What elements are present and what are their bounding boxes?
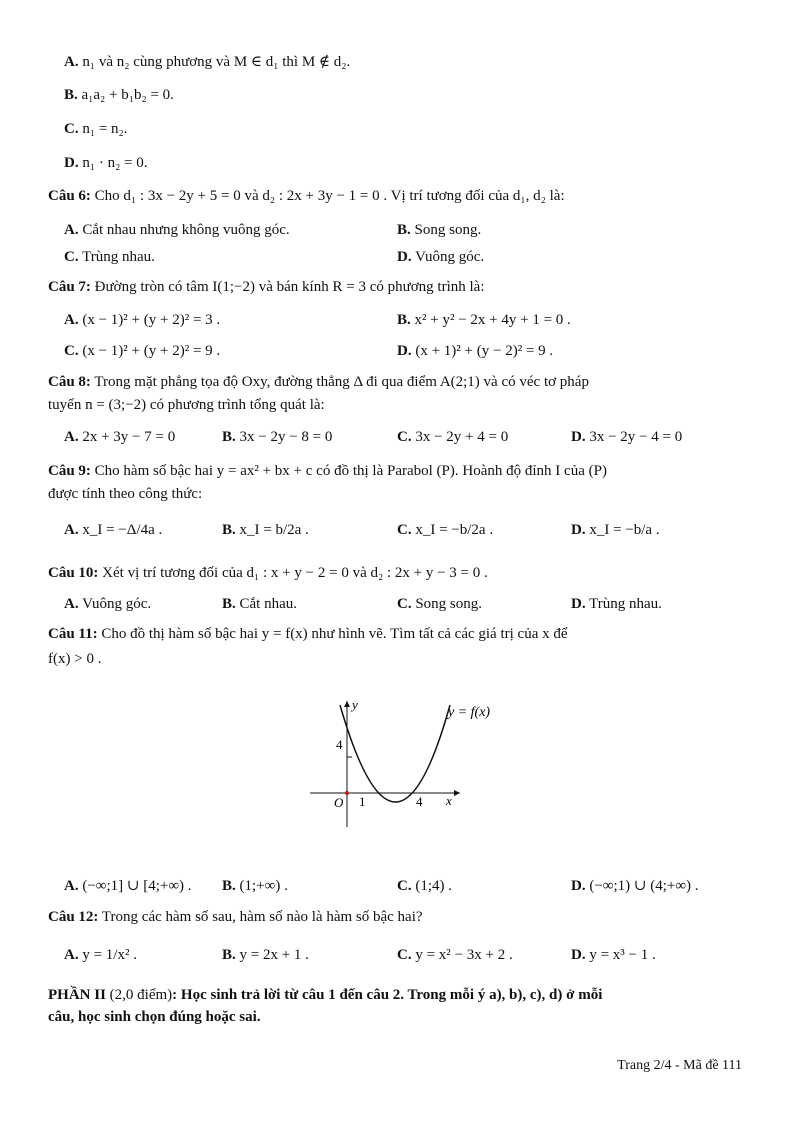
- q6-option-b: B. Song song.: [397, 222, 482, 238]
- question-8-stem-cont: tuyến n = (3;−2) có phương trình tổng quát là:: [48, 397, 325, 413]
- part-2-header-cont: câu, học sinh chọn đúng hoặc sai.: [48, 1009, 261, 1025]
- curve-label: y = f(x): [448, 705, 491, 720]
- q8-option-b: B. 3x − 2y − 8 = 0: [222, 429, 333, 445]
- question-11-stem-cont: f(x) > 0 .: [48, 651, 102, 667]
- question-7-stem: Câu 7: Đường tròn có tâm I(1;−2) và bán kính R = 3 có phương trình là:: [48, 279, 485, 295]
- q6-option-d: D. Vuông góc.: [397, 249, 485, 265]
- q8-option-c: C. 3x − 2y + 4 = 0: [397, 429, 509, 445]
- q10-option-c: C. Song song.: [397, 596, 483, 612]
- q9-option-b: B. x_I = b/2a .: [222, 522, 309, 538]
- y-axis-arrow: [344, 701, 350, 707]
- question-10-stem: Câu 10: Xét vị trí tương đối của d₁ : x + y − 2 = 0 và d₂ : 2x + y − 3 = 0 .: [48, 565, 488, 581]
- q9-option-a: A. x_I = −Δ/4a .: [64, 522, 163, 538]
- y-tick-label: 4: [336, 737, 343, 752]
- q11-option-d: D. (−∞;1) ∪ (4;+∞) .: [571, 878, 699, 894]
- prev-option-a: A. n₁ và n₂ cùng phương và M ∈ d₁ thì M ∉ d₂.: [64, 54, 351, 70]
- x-axis-label: x: [446, 793, 452, 808]
- origin-point: [345, 791, 349, 795]
- part-2-header: PHẦN II (2,0 điểm): Học sinh trả lời từ câu 1 đến câu 2. Trong mỗi ý a), b), c), d) ở mỗi: [48, 987, 603, 1003]
- question-6-stem: Câu 6: Cho d₁ : 3x − 2y + 5 = 0 và d₂ : 2x + 3y − 1 = 0 . Vị trí tương đối của d₁, d₂ là:: [48, 188, 565, 204]
- q12-option-b: B. y = 2x + 1 .: [222, 947, 309, 963]
- q6-option-c: C. Trùng nhau.: [64, 249, 155, 265]
- q11-option-a: A. (−∞;1] ∪ [4;+∞) .: [64, 878, 192, 894]
- q12-option-a: A. y = 1/x² .: [64, 947, 137, 963]
- q6-option-a: A. Cắt nhau nhưng không vuông góc.: [64, 222, 290, 238]
- q9-option-d: D. x_I = −b/a .: [571, 522, 660, 538]
- q7-option-d: D. (x + 1)² + (y − 2)² = 9 .: [397, 343, 554, 359]
- q10-option-a: A. Vuông góc.: [64, 596, 152, 612]
- q7-option-b: B. x² + y² − 2x + 4y + 1 = 0 .: [397, 312, 571, 328]
- q12-option-c: C. y = x² − 3x + 2 .: [397, 947, 513, 963]
- question-8-stem: Câu 8: Trong mặt phẳng tọa độ Oxy, đường thẳng Δ đi qua điểm A(2;1) và có véc tơ pháp: [48, 374, 589, 390]
- q12-option-d: D. y = x³ − 1 .: [571, 947, 656, 963]
- q8-option-a: A. 2x + 3y − 7 = 0: [64, 429, 176, 445]
- page-footer: Trang 2/4 - Mã đề 111: [617, 1058, 742, 1073]
- q10-option-b: B. Cắt nhau.: [222, 596, 298, 612]
- q7-option-a: A. (x − 1)² + (y + 2)² = 3 .: [64, 312, 221, 328]
- q10-option-d: D. Trùng nhau.: [571, 596, 662, 612]
- q8-option-d: D. 3x − 2y − 4 = 0: [571, 429, 683, 445]
- y-axis-label: y: [352, 697, 358, 712]
- parabola-graph: [300, 695, 520, 835]
- x-tick-4-label: 4: [416, 794, 423, 809]
- origin-label: O: [334, 795, 344, 810]
- prev-option-d: D. n₁ · n₂ = 0.: [64, 155, 148, 171]
- q11-option-b: B. (1;+∞) .: [222, 878, 288, 894]
- q7-option-c: C. (x − 1)² + (y + 2)² = 9 .: [64, 343, 221, 359]
- prev-option-c: C. n₁ = n₂.: [64, 121, 128, 137]
- q9-option-c: C. x_I = −b/2a .: [397, 522, 494, 538]
- x-tick-1-label: 1: [359, 794, 366, 809]
- question-11-stem: Câu 11: Cho đồ thị hàm số bậc hai y = f(x) như hình vẽ. Tìm tất cả các giá trị của x để: [48, 626, 568, 642]
- prev-option-b: B. a₁a₂ + b₁b₂ = 0.: [64, 87, 174, 103]
- q11-option-c: C. (1;4) .: [397, 878, 453, 894]
- question-12-stem: Câu 12: Trong các hàm số sau, hàm số nào là hàm số bậc hai?: [48, 909, 423, 925]
- question-9-stem: Câu 9: Cho hàm số bậc hai y = ax² + bx + c có đồ thị là Parabol (P). Hoành độ đỉnh I của (P): [48, 463, 607, 479]
- parabola-curve: [340, 705, 450, 802]
- x-axis-arrow: [454, 790, 460, 796]
- question-9-stem-cont: được tính theo công thức:: [48, 486, 203, 502]
